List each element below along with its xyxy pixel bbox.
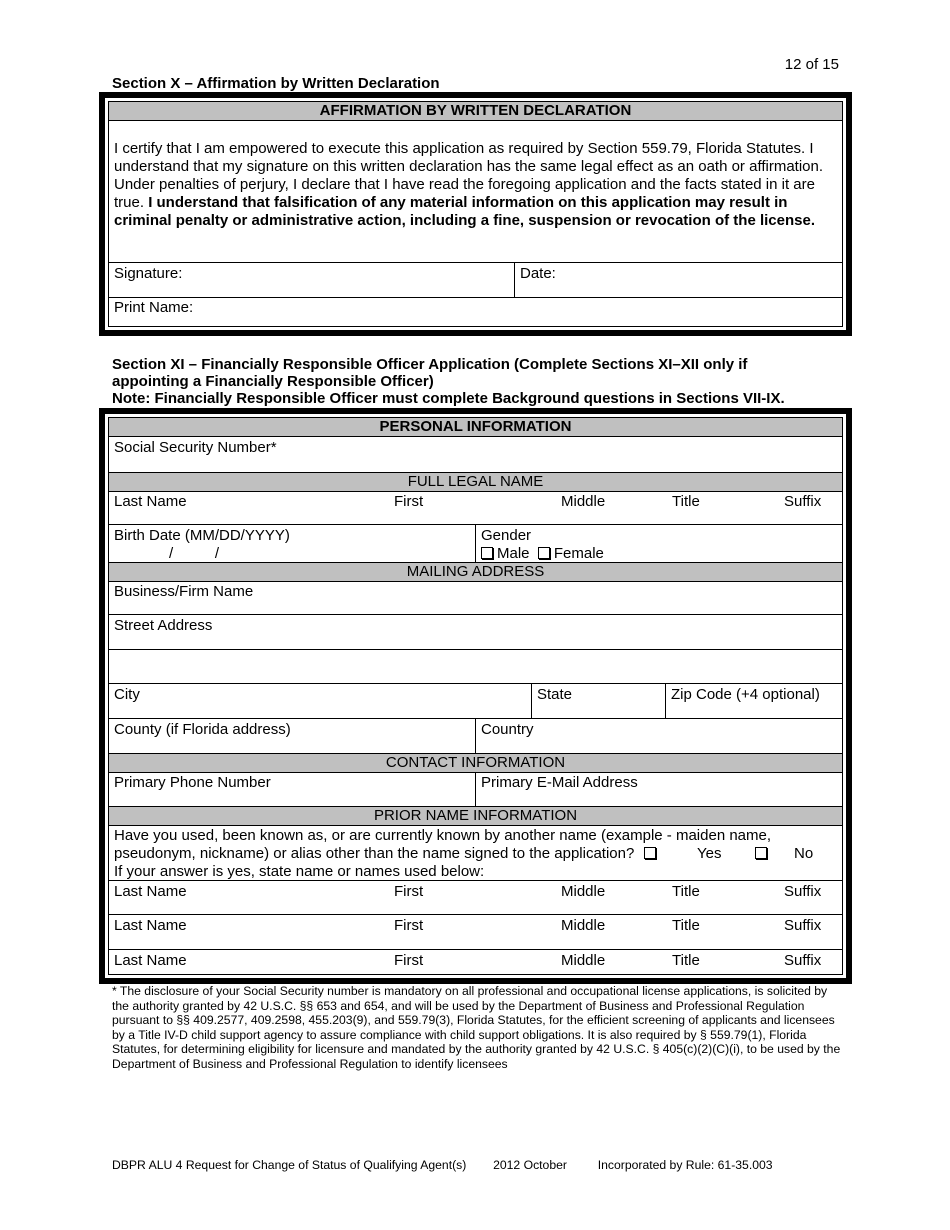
affirmation-header: AFFIRMATION BY WRITTEN DECLARATION bbox=[109, 102, 842, 121]
prior-suffix-label: Suffix bbox=[784, 883, 822, 900]
prior-question-line3: If your answer is yes, state name or names used below: bbox=[114, 863, 485, 880]
gender-field bbox=[475, 525, 842, 562]
prior-question-line2: pseudonym, nickname) or alias other than the name signed to the application? bbox=[114, 845, 635, 862]
ssn-label: Social Security Number* bbox=[114, 439, 277, 456]
county-field[interactable] bbox=[109, 719, 475, 753]
suffix-label: Suffix bbox=[784, 493, 822, 510]
print-name-field[interactable] bbox=[109, 297, 842, 331]
prior-title-label: Title bbox=[672, 883, 700, 900]
city-label: City bbox=[114, 686, 140, 703]
prior-suffix-label: Suffix bbox=[784, 952, 822, 969]
prior-name-row-2[interactable] bbox=[109, 915, 842, 950]
section-xi-note: Note: Financially Responsible Officer must complete Background questions in Sections VII-IX. bbox=[112, 390, 785, 407]
ssn-footnote: * The disclosure of your Social Security number is mandatory on all professional and occupational license applications, is solicited by the authority granted by 42 U.S.C. §§ 653 and 654, and will be used by the Department of Business and Professional Regulation pursuant to §§ 409.2577, 409.2598, 455.203(9), and 559.79(3), Florida Statutes, for the efficient screening of applicants and licensees by a Title IV-D child support agency to assure compliance with child support obligations. It is also required by § 559.79(1), Florida Statutes, for determining eligibility for licensure and mandated by the authority granted by 42 U.S.C. § 405(c)(2)(C)(i), to be used by the Department of Business and Professional Regulation to identify licensees bbox=[112, 984, 841, 1071]
zip-field[interactable] bbox=[665, 684, 842, 718]
middle-name-label: Middle bbox=[561, 493, 606, 510]
section-xi-title bbox=[112, 356, 785, 407]
prior-question-line1: Have you used, been known as, or are currently known by another name (example - maiden name, bbox=[114, 827, 772, 844]
affirmation-text-normal: I certify that I am empowered to execute this application as required by Section 559.79, Florida Statutes. I understand that my signature on this written declaration has the same legal effect as an oath or affirmation. Under penalties of perjury, I declare that I have read the foregoing application and the facts stated in it are true. bbox=[114, 140, 824, 211]
footer-form-name: DBPR ALU 4 Request for Change of Status of Qualifying Agent(s) bbox=[112, 1158, 467, 1172]
birth-gender-row bbox=[109, 525, 842, 562]
footer-rule: Incorporated by Rule: 61-35.003 bbox=[597, 1158, 773, 1172]
email-field[interactable] bbox=[475, 772, 842, 806]
state-label: State bbox=[537, 686, 573, 703]
prior-no-checkbox[interactable] bbox=[755, 847, 767, 859]
street-row bbox=[109, 615, 842, 650]
prior-middle-name-label: Middle bbox=[561, 883, 606, 900]
email-label: Primary E-Mail Address bbox=[481, 774, 638, 791]
birth-date-field[interactable] bbox=[109, 525, 475, 562]
date-field[interactable] bbox=[514, 263, 842, 297]
prior-first-name-label: First bbox=[394, 952, 424, 969]
signature-field[interactable] bbox=[109, 263, 514, 297]
prior-first-name-label: First bbox=[394, 917, 424, 934]
city-field[interactable] bbox=[109, 684, 531, 718]
prior-title-label: Title bbox=[672, 952, 700, 969]
mailing-address-header: MAILING ADDRESS bbox=[109, 562, 842, 582]
gender-male-checkbox[interactable] bbox=[481, 547, 493, 559]
prior-last-name-label: Last Name bbox=[114, 952, 187, 969]
gender-male-label: Male bbox=[497, 545, 530, 562]
birth-date-label: Birth Date (MM/DD/YYYY) bbox=[114, 527, 290, 544]
county-label: County (if Florida address) bbox=[114, 721, 291, 738]
prior-middle-name-label: Middle bbox=[561, 917, 606, 934]
print-name-label: Print Name: bbox=[114, 299, 194, 316]
section-xi-title-line2: appointing a Financially Responsible Officer) bbox=[112, 373, 434, 390]
contact-row bbox=[109, 772, 842, 806]
footer-date: 2012 October bbox=[493, 1158, 567, 1172]
prior-last-name-label: Last Name bbox=[114, 917, 187, 934]
personal-info-header: PERSONAL INFORMATION bbox=[109, 418, 842, 437]
county-row bbox=[109, 719, 842, 753]
street-address-line2-field[interactable] bbox=[109, 650, 842, 683]
prior-no-label: No bbox=[794, 845, 814, 862]
signature-row bbox=[109, 262, 842, 298]
business-name-field[interactable] bbox=[109, 581, 842, 614]
full-legal-name-header: FULL LEGAL NAME bbox=[109, 472, 842, 492]
gender-female-checkbox[interactable] bbox=[538, 547, 550, 559]
phone-label: Primary Phone Number bbox=[114, 774, 271, 791]
zip-label: Zip Code (+4 optional) bbox=[671, 686, 820, 703]
fro-application-box bbox=[100, 409, 851, 983]
prior-name-header: PRIOR NAME INFORMATION bbox=[109, 806, 842, 826]
section-x-title: Section X – Affirmation by Written Declaration bbox=[112, 75, 440, 92]
street-address-label: Street Address bbox=[114, 617, 213, 634]
legal-name-row[interactable] bbox=[109, 491, 842, 525]
contact-info-header: CONTACT INFORMATION bbox=[109, 753, 842, 773]
prior-suffix-label: Suffix bbox=[784, 917, 822, 934]
country-label: Country bbox=[481, 721, 534, 738]
gender-female-label: Female bbox=[553, 545, 604, 562]
street-row-2 bbox=[109, 650, 842, 684]
birth-date-slashes: / / bbox=[169, 545, 220, 562]
prior-last-name-label: Last Name bbox=[114, 883, 187, 900]
country-field[interactable] bbox=[475, 719, 842, 753]
prior-name-question bbox=[109, 825, 842, 881]
gender-label: Gender bbox=[481, 527, 532, 544]
business-row bbox=[109, 581, 842, 615]
first-name-label: First bbox=[394, 493, 424, 510]
page-number: 12 of 15 bbox=[784, 56, 839, 73]
page-footer bbox=[112, 1158, 773, 1172]
phone-field[interactable] bbox=[109, 772, 475, 806]
prior-yes-label: Yes bbox=[697, 845, 722, 862]
signature-label: Signature: bbox=[114, 265, 183, 282]
city-row bbox=[109, 684, 842, 719]
business-name-label: Business/Firm Name bbox=[114, 583, 254, 600]
prior-middle-name-label: Middle bbox=[561, 952, 606, 969]
affirmation-text-bold: I understand that falsification of any material information on this application may result in criminal penalty or administrative action, including a fine, suspension or revocation of the license. bbox=[114, 194, 815, 229]
prior-name-row-1[interactable] bbox=[109, 881, 842, 915]
street-address-field[interactable] bbox=[109, 615, 842, 649]
last-name-label: Last Name bbox=[114, 493, 187, 510]
prior-name-row-3[interactable] bbox=[109, 950, 842, 976]
affirmation-box bbox=[100, 93, 851, 335]
print-name-row bbox=[109, 297, 842, 331]
ssn-row bbox=[109, 437, 842, 471]
prior-title-label: Title bbox=[672, 917, 700, 934]
prior-yes-checkbox[interactable] bbox=[644, 847, 656, 859]
prior-first-name-label: First bbox=[394, 883, 424, 900]
state-field[interactable] bbox=[531, 684, 665, 718]
section-xi-title-line1: Section XI – Financially Responsible Officer Application (Complete Sections XI–XII only if bbox=[112, 356, 748, 373]
affirmation-text bbox=[114, 140, 837, 230]
ssn-field[interactable] bbox=[109, 437, 842, 471]
date-label: Date: bbox=[520, 265, 556, 282]
title-label: Title bbox=[672, 493, 700, 510]
